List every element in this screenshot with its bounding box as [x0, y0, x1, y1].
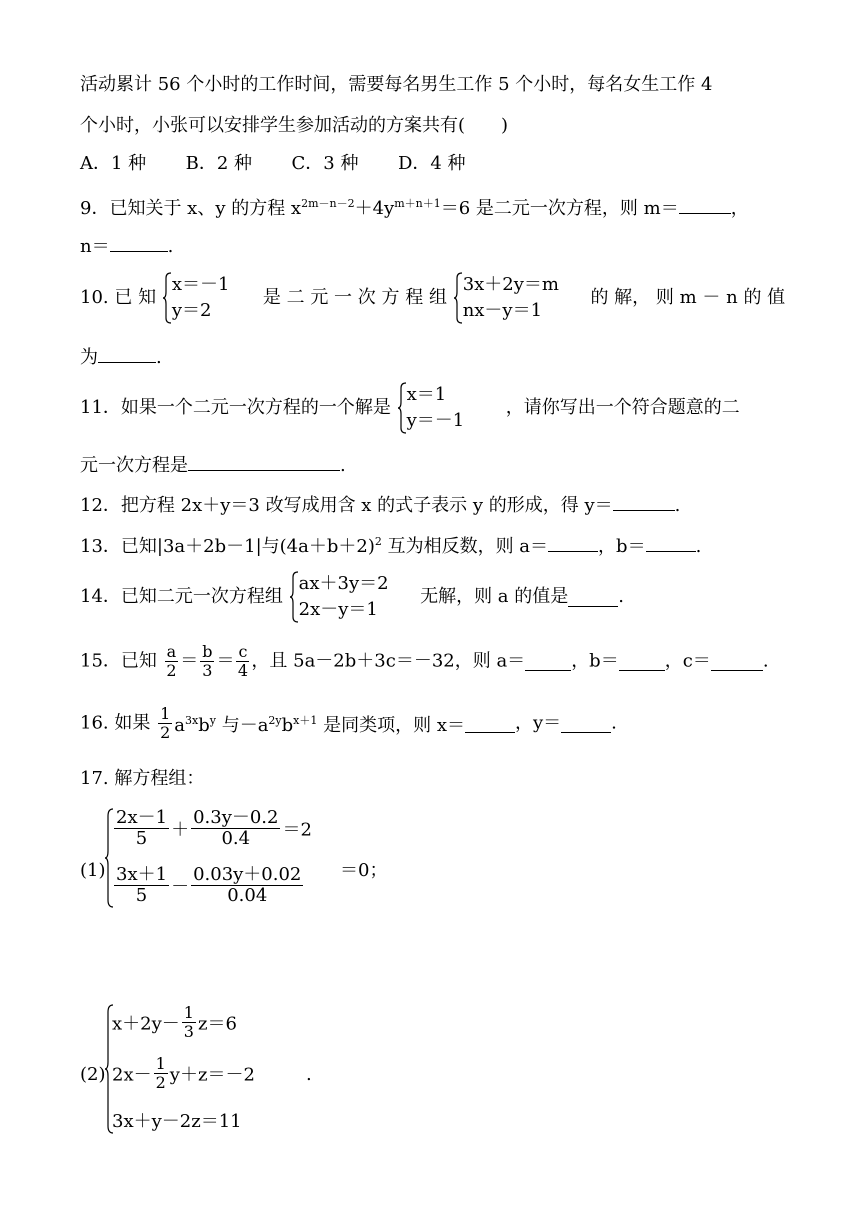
q16-text: 16. 如果	[80, 712, 151, 734]
brace-icon	[162, 272, 172, 324]
q10-text-b: 是 二 元 一 次 方 程 组	[262, 287, 447, 308]
answer-blank-c[interactable]	[711, 652, 763, 671]
q11-line2	[80, 452, 346, 478]
q13-text-b: 互为相反数，则 a＝	[381, 536, 549, 557]
fraction: $\frac{3x+1}{5}$	[116, 864, 168, 906]
q10-text: 10. 已 知	[80, 287, 157, 308]
q14-line	[80, 571, 624, 623]
answer-blank-equation[interactable]	[188, 452, 340, 471]
q17-part2-tail: .	[306, 1064, 312, 1085]
q14-period: .	[618, 586, 624, 607]
q13-text: 13．已知|3a＋2b－1|与(4a＋b＋2)	[80, 536, 375, 557]
q16-text-i: ，y＝	[514, 712, 562, 734]
q10-period: .	[156, 347, 162, 368]
brace-icon	[453, 272, 463, 324]
answer-blank-a-value[interactable]	[568, 588, 618, 607]
brace-icon	[397, 382, 407, 434]
fraction: $\frac{0.03y+0.02}{0.04}$	[193, 864, 302, 906]
q9-line1	[80, 192, 749, 221]
fraction: $\frac{1}{2}$	[155, 1054, 166, 1092]
q12-period: .	[674, 495, 681, 516]
answer-blank-n[interactable]	[110, 233, 168, 252]
q9-text-c: ＝6 是二元一次方程，则 m＝	[440, 198, 679, 219]
answer-blank-b[interactable]	[646, 533, 696, 552]
q8-line2: 个小时，小张可以安排学生参加活动的方案共有( )	[80, 115, 509, 136]
q9-text: 9．已知关于 x、y 的方程 x	[80, 198, 302, 219]
q16-period: .	[611, 712, 617, 734]
q15-text-c: ，b＝	[571, 650, 619, 672]
q9-exponent-1: 2m－n－2	[301, 197, 355, 210]
q15-text: 15．已知	[80, 650, 157, 672]
answer-blank-a[interactable]	[548, 533, 598, 552]
q14-text-b: 无解，则 a 的值是	[420, 586, 569, 607]
q16-fraction-half: $\frac{1}{2}$	[160, 704, 171, 742]
brace-icon	[289, 571, 299, 623]
q17-part2-row2: 2x－ $\frac{1}{2}$ y＋z＝－2	[112, 1054, 255, 1092]
q17-part1-tail: ＝0；	[340, 860, 388, 881]
fraction: $\frac{0.3y-0.2}{0.4}$	[193, 807, 279, 849]
q15-fraction-b: $\frac{b}{3}$	[202, 642, 213, 680]
q17-part2-row3: 3x＋y－2z＝11	[112, 1111, 242, 1132]
q9-text-b: ＋4y	[354, 198, 395, 219]
q13-text-c: ，b＝	[598, 536, 646, 557]
answer-blank-a[interactable]	[525, 652, 571, 671]
q10-solution-system: x＝－1 y＝2	[162, 272, 230, 324]
fraction: $\frac{2x-1}{5}$	[116, 807, 168, 849]
option-c: C．3 种	[291, 153, 359, 174]
answer-blank-m-minus-n[interactable]	[98, 344, 156, 363]
q17-title: 17. 解方程组：	[80, 768, 205, 789]
q14-text: 14．已知二元一次方程组	[80, 586, 283, 607]
q9-period: .	[167, 236, 174, 257]
q11-line1	[80, 382, 740, 434]
answer-blank-x[interactable]	[465, 714, 515, 733]
q15-text-b: ，且 5a－2b＋3c＝－32，则 a＝	[251, 650, 526, 672]
q11-text-c: 元一次方程是	[80, 455, 188, 476]
q11-text-b: ，请你写出一个符合题意的二	[505, 397, 740, 418]
q15-text-d: ，c＝	[664, 650, 711, 672]
answer-blank-y[interactable]	[561, 714, 611, 733]
option-a: A．1 种	[80, 153, 147, 174]
q9-comma: ，	[730, 198, 749, 219]
answer-blank-b[interactable]	[619, 652, 665, 671]
q13-period: .	[695, 536, 702, 557]
q17-part1-row2: $\frac{3x+1}{5}$ － $\frac{0.03y+0.02}{0.04}$	[116, 864, 302, 906]
q10-line1	[80, 272, 785, 324]
q10-text-c: 的 解， 则 m － n 的 值	[590, 287, 786, 308]
q12-text: 12．把方程 2x＋y＝3 改写成用含 x 的式子表示 y 的形成，得 y＝	[80, 495, 613, 516]
q17-part1-row1: $\frac{2x-1}{5}$ ＋ $\frac{0.3y-0.2}{0.4}$ ＝2	[116, 807, 312, 849]
answer-blank-y[interactable]	[613, 492, 675, 511]
q8-options	[80, 152, 466, 176]
q14-equation-system: ax＋3y＝2 2x－y＝1	[289, 571, 389, 623]
q17-part1-label: (1)	[80, 860, 106, 881]
q11-period: .	[340, 455, 346, 476]
option-d: D．4 种	[397, 153, 466, 174]
fraction: $\frac{1}{3}$	[183, 1003, 194, 1041]
q17-part2-label: (2)	[80, 1064, 106, 1085]
answer-blank-m[interactable]	[679, 195, 731, 214]
q9-exponent-2: m＋n＋1	[394, 197, 441, 210]
q10-equation-system: 3x＋2y＝m nx－y＝1	[453, 272, 559, 324]
q8-line1: 活动累计 56 个小时的工作时间，需要每名男生工作 5 个小时，每名女生工作 4	[80, 74, 713, 95]
q17-part2-row1: x＋2y－ $\frac{1}{3}$ z＝6	[112, 1003, 237, 1041]
q11-text: 11．如果一个二元一次方程的一个解是	[80, 397, 391, 418]
q13-line	[80, 530, 701, 559]
q10-line2	[80, 344, 162, 370]
q15-fraction-c: $\frac{c}{4}$	[237, 642, 249, 680]
option-b: B．2 种	[185, 153, 253, 174]
q13-square: 2	[374, 535, 382, 548]
q11-solution-system: x＝1 y＝－1	[397, 382, 465, 434]
q16-line: 16. 如果 $\frac{1}{2}$ $a^{3x}b^y$ 与$-a^{2y}b^{x+1}$ 是同类项，则 x＝ ，y＝ .	[80, 704, 617, 742]
q12-line	[80, 492, 680, 518]
q10-text-d: 为	[80, 347, 98, 368]
q15-fraction-a: $\frac{a}{2}$	[166, 642, 177, 680]
q9-line2	[80, 233, 173, 259]
q15-line: 15．已知 $\frac{a}{2}$ ＝ $\frac{b}{3}$ ＝ $\frac{c}{4}$ ，且 5a－2b＋3c＝－32，则 a＝ ，b＝ ，c＝ .	[80, 642, 769, 680]
q15-period: .	[762, 650, 769, 672]
q9-n-label: n＝	[80, 236, 110, 257]
